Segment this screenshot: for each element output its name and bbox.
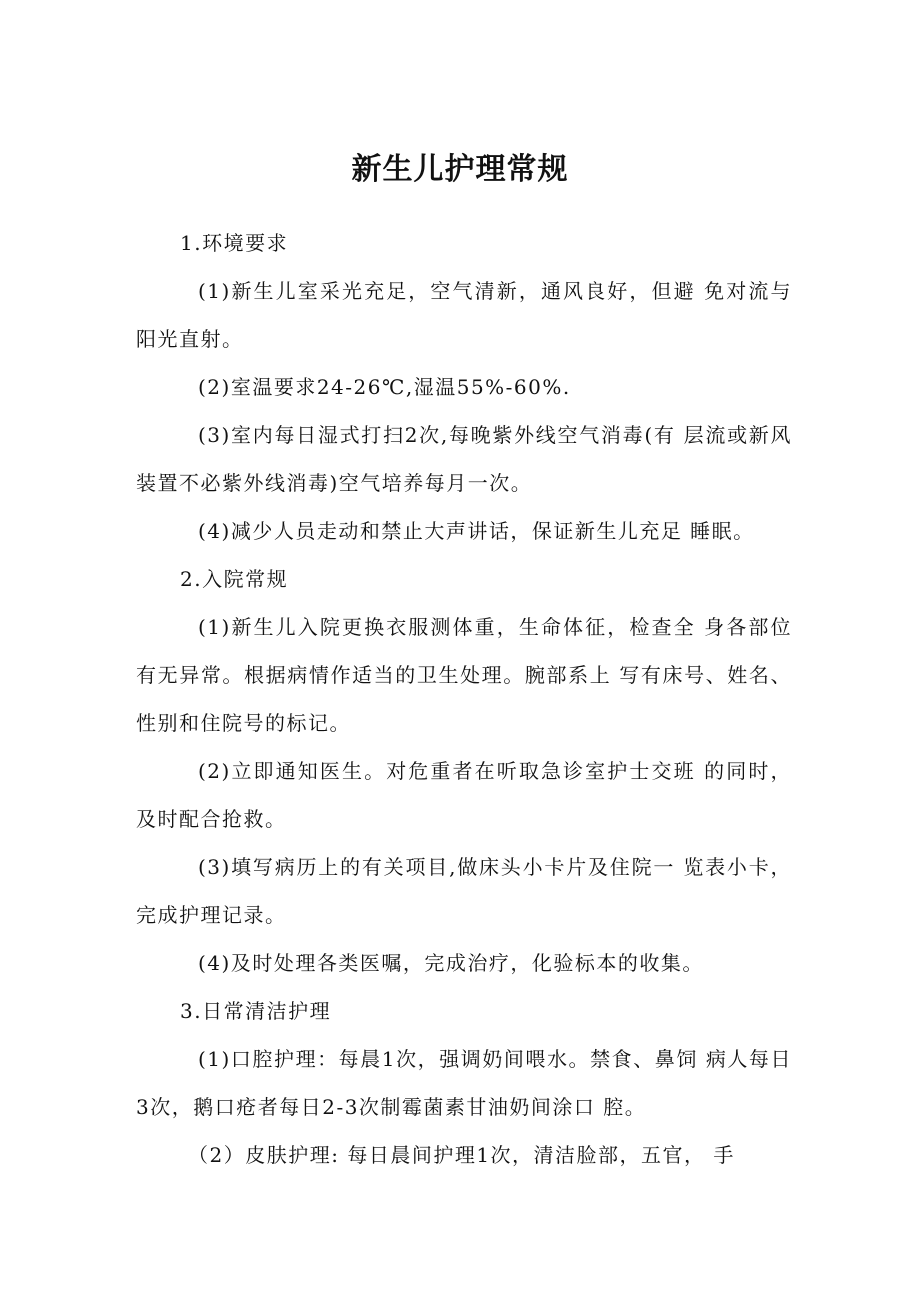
document-title: 新生儿护理常规	[351, 152, 569, 187]
paragraph: (2)立即通知医生。对危重者在听取急诊室护士交班 的同时，及时配合抢救。	[136, 759, 792, 831]
paragraph: (3)填写病历上的有关项目,做床头小卡片及住院一 览表小卡，完成护理记录。	[136, 855, 792, 927]
paragraph: (1)新生儿入院更换衣服测体重，生命体征，检查全 身各部位有无异常。根据病情作适当的卫生处理。腕部系上 写有床号、姓名、性别和住院号的标记。	[136, 615, 792, 735]
paragraph: (3)室内每日湿式打扫2次,每晚紫外线空气消毒(有 层流或新风装置不必紫外线消毒)空气培养每月一次。	[136, 423, 792, 495]
paragraph: (4)及时处理各类医嘱，完成治疗，化验标本的收集。	[198, 951, 704, 975]
document-body	[136, 219, 792, 1179]
paragraph: （2）皮肤护理: 每日晨间护理1次，清洁脸部，五官， 手	[188, 1143, 735, 1167]
section-heading: 1.环境要求	[180, 231, 289, 255]
paragraph: (2)室温要求24-26℃,湿温55%-60%.	[198, 375, 571, 399]
paragraph: (1)新生儿室采光充足，空气清新，通风良好，但避 免对流与阳光直射。	[136, 279, 792, 351]
paragraph: (4)减少人员走动和禁止大声讲话，保证新生儿充足 睡眠。	[198, 519, 755, 543]
section-heading: 2.入院常规	[180, 567, 289, 591]
paragraph: (1)口腔护理：每晨1次，强调奶间喂水。禁食、鼻饲 病人每日3次，鹅口疮者每日2-3次制霉菌素甘油奶间涂口 腔。	[136, 1047, 792, 1119]
section-heading: 3.日常清洁护理	[180, 999, 332, 1023]
